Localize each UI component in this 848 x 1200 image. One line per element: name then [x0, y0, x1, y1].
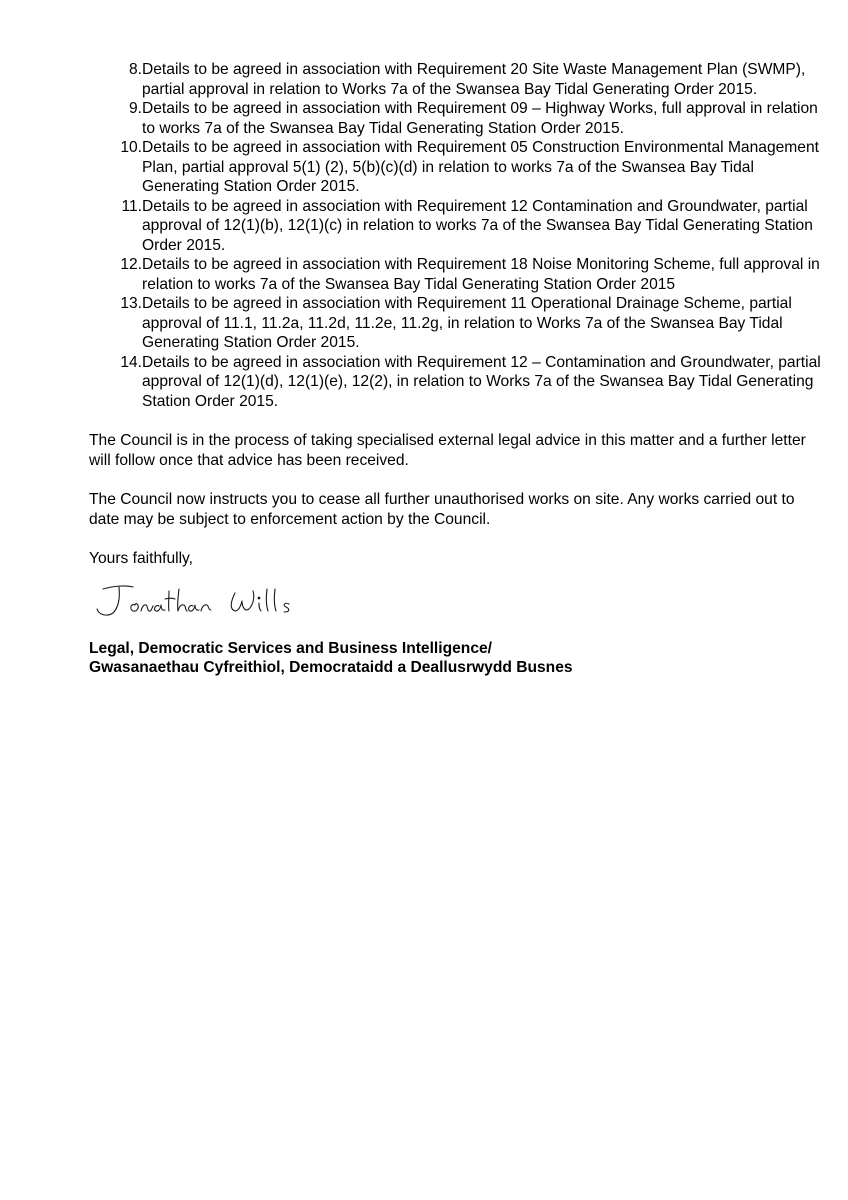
list-item-number: 9.	[128, 100, 142, 117]
list-item	[89, 197, 829, 256]
legal-advice-paragraph: The Council is in the process of taking specialised external legal advice in this matter and a further letter will follow once that advice has been received.	[89, 432, 806, 469]
list-item-number: 12.	[120, 256, 142, 273]
list-item-number: 11.	[121, 197, 142, 215]
list-item-number: 10.	[120, 139, 142, 156]
list-item-text: Details to be agreed in association with Requirement 20 Site Waste Management Plan (SWMP), partial approval in relation to Works 7a of the Swansea Bay Tidal Generating Order 2015.	[142, 61, 806, 98]
list-item-number: 8.	[128, 61, 142, 78]
cease-works-paragraph: The Council now instructs you to cease all further unauthorised works on site. Any works carried out to date may be subject to enforcement action by the Council.	[89, 491, 795, 528]
letter-page	[89, 60, 829, 678]
list-item-number: 14.	[120, 353, 142, 371]
list-item-text: Details to be agreed in association with Requirement 05 Construction Environmental Management Plan, partial approval 5(1) (2), 5(b)(c)(d) in relation to works 7a of the Swansea Bay Tidal Generating Station Order 2015.	[142, 139, 819, 195]
requirements-list	[89, 60, 829, 411]
list-item-text: Details to be agreed in association with Requirement 18 Noise Monitoring Scheme, full approval in relation to works 7a of the Swansea Bay Tidal Generating Station Order 2015	[142, 256, 820, 293]
list-item	[89, 353, 829, 412]
list-item-text: Details to be agreed in association with Requirement 12 – Contamination and Groundwater, partial approval of 12(1)(d), 12(1)(e), 12(2), in relation to Works 7a of the Swansea Bay Tidal Generating Station Order 2015.	[142, 353, 821, 410]
list-item-text: Details to be agreed in association with Requirement 12 Contamination and Groundwater, partial approval of 12(1)(b), 12(1)(c) in relation to works 7a of the Swansea Bay Tidal Generating Station Order 2015.	[142, 197, 813, 254]
department-signature-block	[89, 639, 829, 678]
closing-salutation: Yours faithfully,	[89, 550, 194, 567]
department-name-english: Legal, Democratic Services and Business Intelligence/	[89, 639, 493, 657]
list-item	[89, 60, 829, 99]
department-name-welsh: Gwasanaethau Cyfreithiol, Democrataidd a Deallusrwydd Busnes	[89, 659, 573, 676]
signature-icon	[89, 575, 349, 625]
list-item-text: Details to be agreed in association with Requirement 09 – Highway Works, full approval in relation to works 7a of the Swansea Bay Tidal Generating Station Order 2015.	[142, 100, 818, 137]
list-item-text: Details to be agreed in association with Requirement 11 Operational Drainage Scheme, partial approval of 11.1, 11.2a, 11.2d, 11.2e, 11.2g, in relation to Works 7a of the Swansea Bay Tidal Generating Station Order 2015.	[142, 295, 792, 351]
list-item	[89, 294, 829, 353]
list-item	[89, 138, 829, 197]
handwritten-signature	[89, 575, 349, 625]
list-item-number: 13.	[120, 295, 142, 312]
list-item	[89, 99, 829, 138]
list-item	[89, 255, 829, 294]
